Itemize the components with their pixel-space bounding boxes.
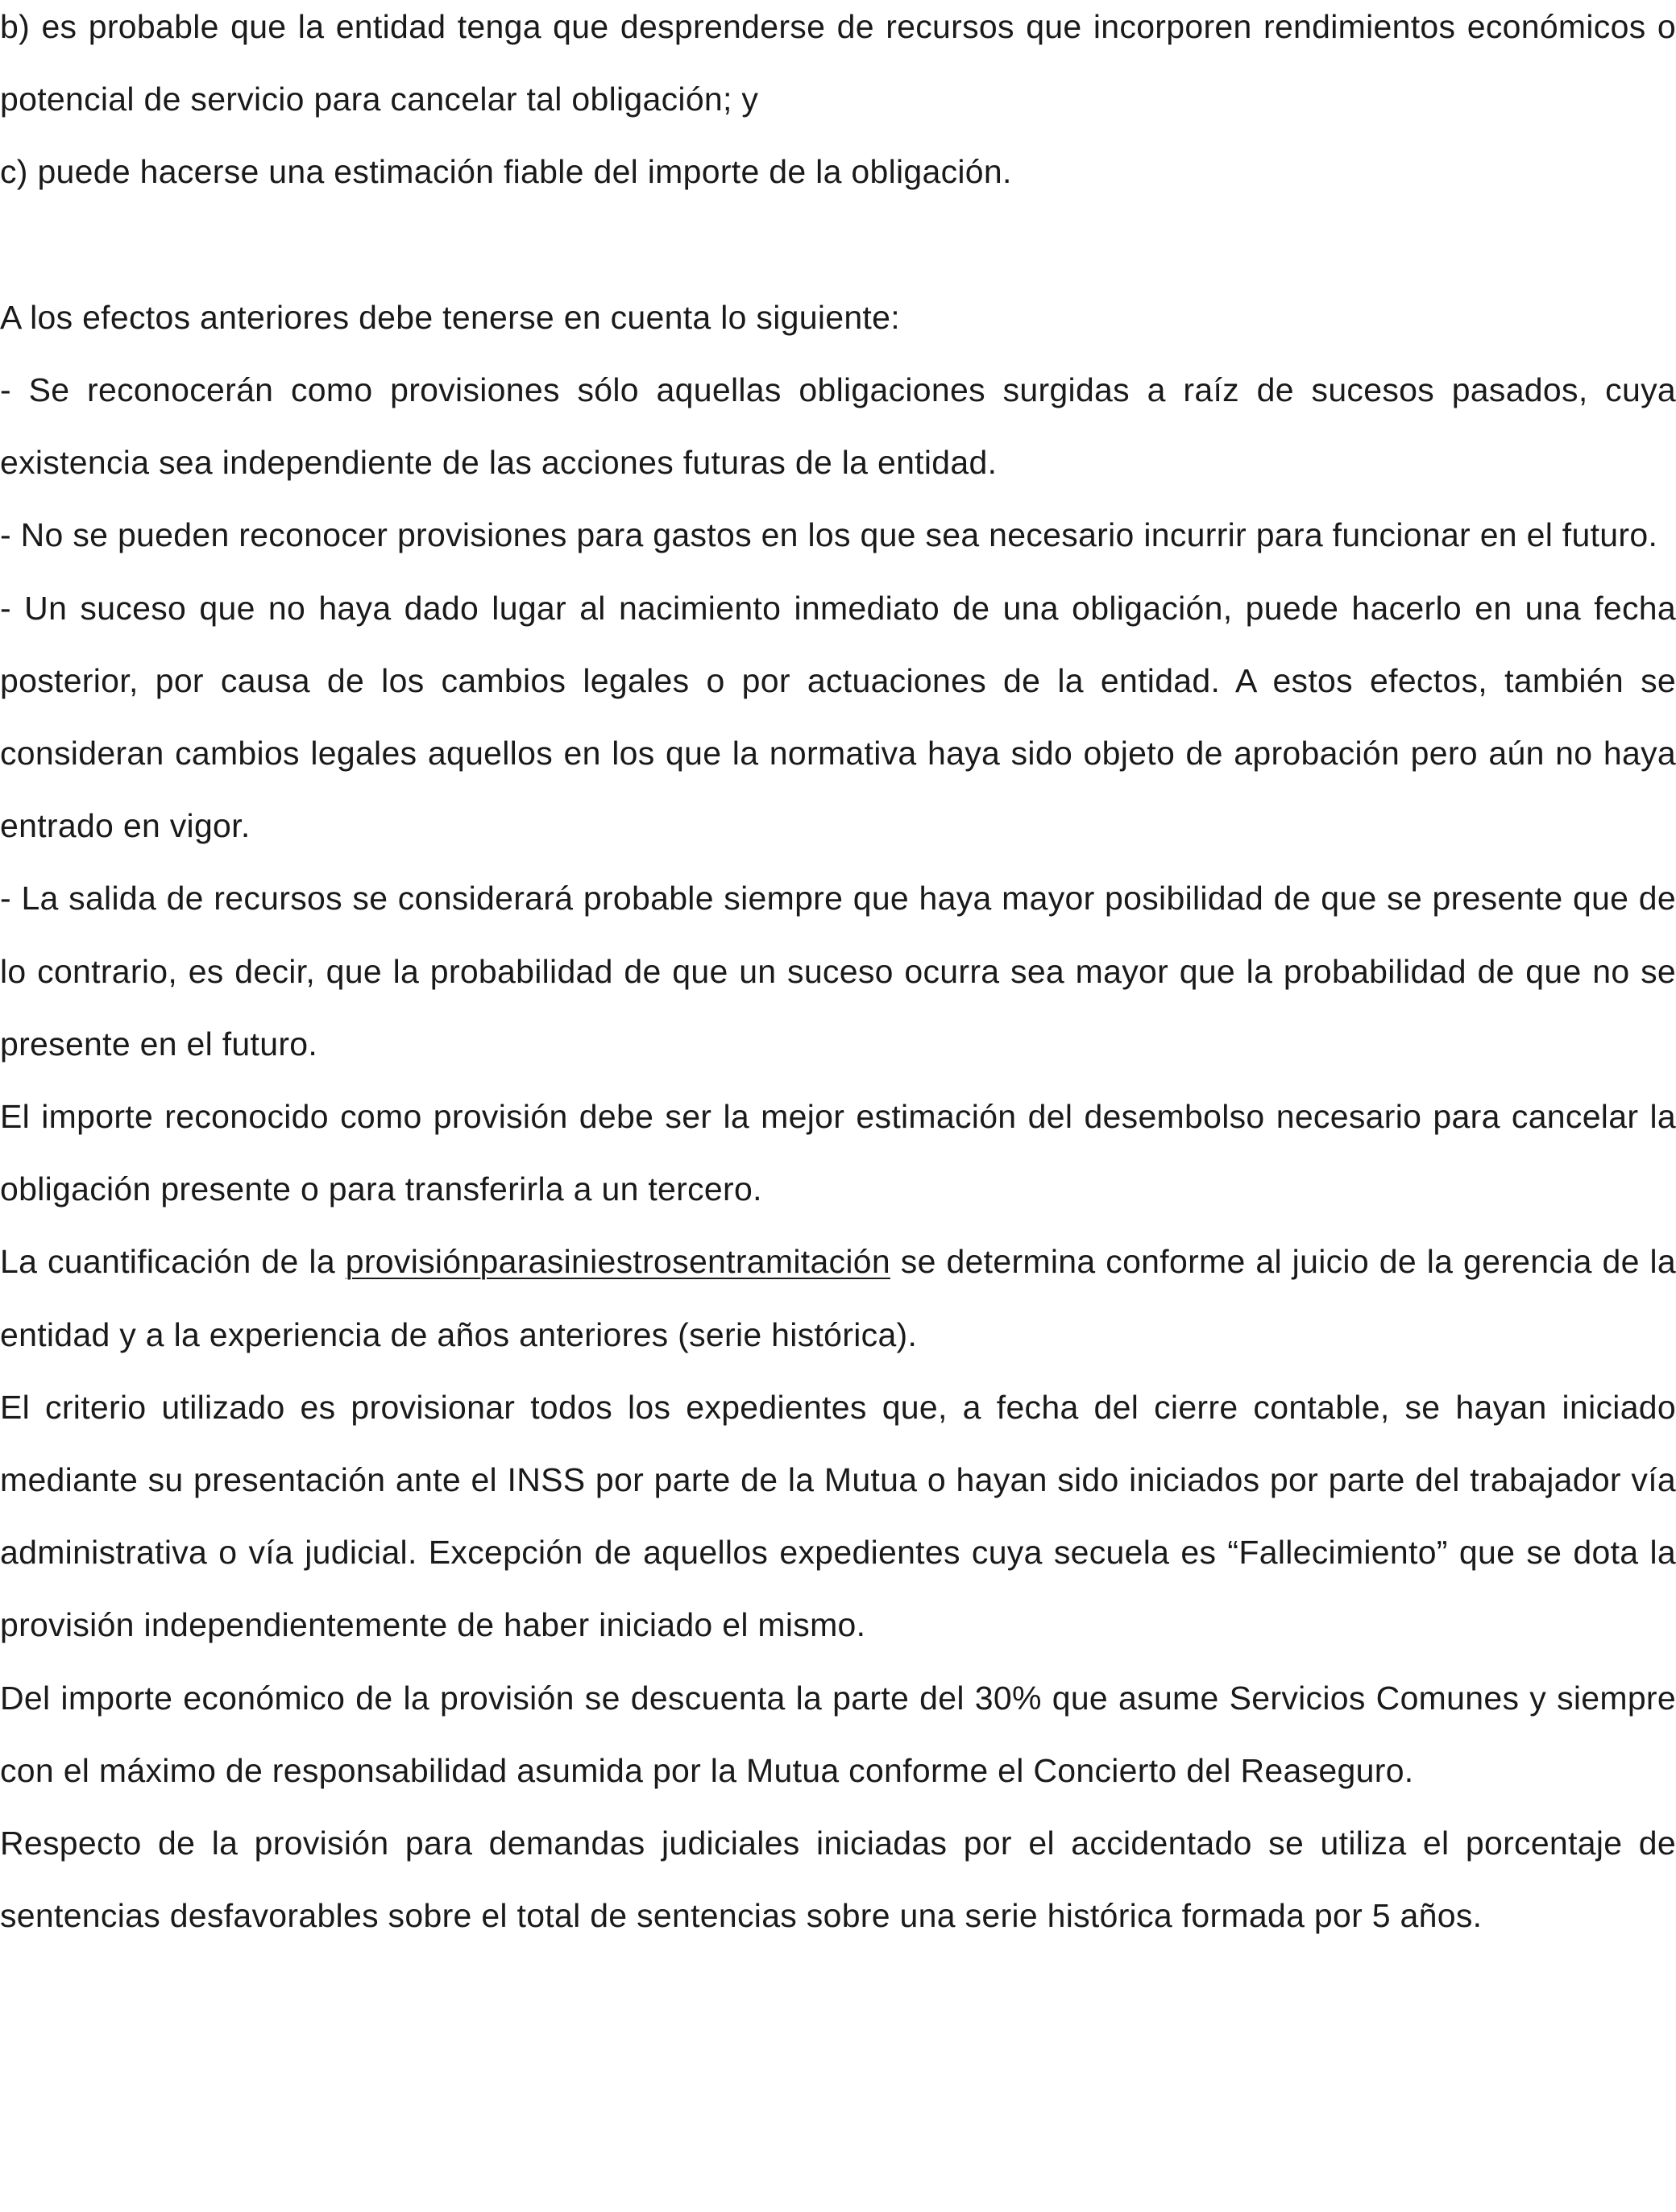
paragraph-demandas: Respecto de la provisión para demandas judiciales iniciadas por el accidentado se utiliza el porcentaje de sentencias desfavorables sobre el total de sentencias sobre una serie histórica formada por 5 años. [0,1825,1676,1935]
paragraph-c: c) puede hacerse una estimación fiable del importe de la obligación. [0,153,1012,191]
list-item-4: - La salida de recursos se considerará probable siempre que haya mayor posibilidad de que se presente que de lo contrario, es decir, que la probabilidad de que un suceso ocurra sea mayor que la probabilidad de que no se presente en el futuro. [0,880,1676,1063]
cuantificacion-rest: se determina conforme al juicio de la gerencia de la entidad y a la experiencia de años anteriores (serie histórica). [0,1243,1676,1353]
list-item-3: - Un suceso que no haya dado lugar al nacimiento inmediato de una obligación, puede hacerlo en una fecha posterior, por causa de los cambios legales o por actuaciones de la entidad. A estos efectos, también se consideran cambios legales aquellos en los que la normativa haya sido objeto de aprobación pero aún no haya entrado en vigor. [0,589,1676,845]
cuantificacion-lead: La cuantificación de la [0,1243,346,1281]
paragraph-intro: A los efectos anteriores debe tenerse en cuenta lo siguiente: [0,298,900,336]
paragraph-importe: El importe reconocido como provisión debe ser la mejor estimación del desembolso necesario para cancelar la obligación presente o para transferirla a un tercero. [0,1098,1676,1208]
paragraph-descuento: Del importe económico de la provisión se descuenta la parte del 30% que asume Servicios Comunes y siempre con el máximo de responsabilidad asumida por la Mutua conforme el Concierto del Reaseguro. [0,1679,1676,1789]
list-item-2: - No se pueden reconocer provisiones para gastos en los que sea necesario incurrir para funcionar en el futuro. [0,516,1658,554]
paragraph-cuantificacion [0,1225,1676,1370]
paragraph-criterio: El criterio utilizado es provisionar todos los expedientes que, a fecha del cierre contable, se hayan iniciado mediante su presentación ante el INSS por parte de la Mutua o hayan sido iniciados por parte del trabajador vía administrativa o vía judicial. Excepción de aquellos expedientes cuya secuela es “Fallecimiento” que se dota la provisión independientemente de haber iniciado el mismo. [0,1388,1676,1644]
paragraph-spacer [0,209,1676,281]
underlined-term: provisiónparasiniestrosentramitación [345,1243,890,1281]
list-item-1: - Se reconocerán como provisiones sólo aquellas obligaciones surgidas a raíz de sucesos pasados, cuya existencia sea independiente de las acciones futuras de la entidad. [0,371,1676,482]
paragraph-b: b) es probable que la entidad tenga que desprenderse de recursos que incorporen rendimientos económicos o potencial de servicio para cancelar tal obligación; y [0,8,1676,118]
